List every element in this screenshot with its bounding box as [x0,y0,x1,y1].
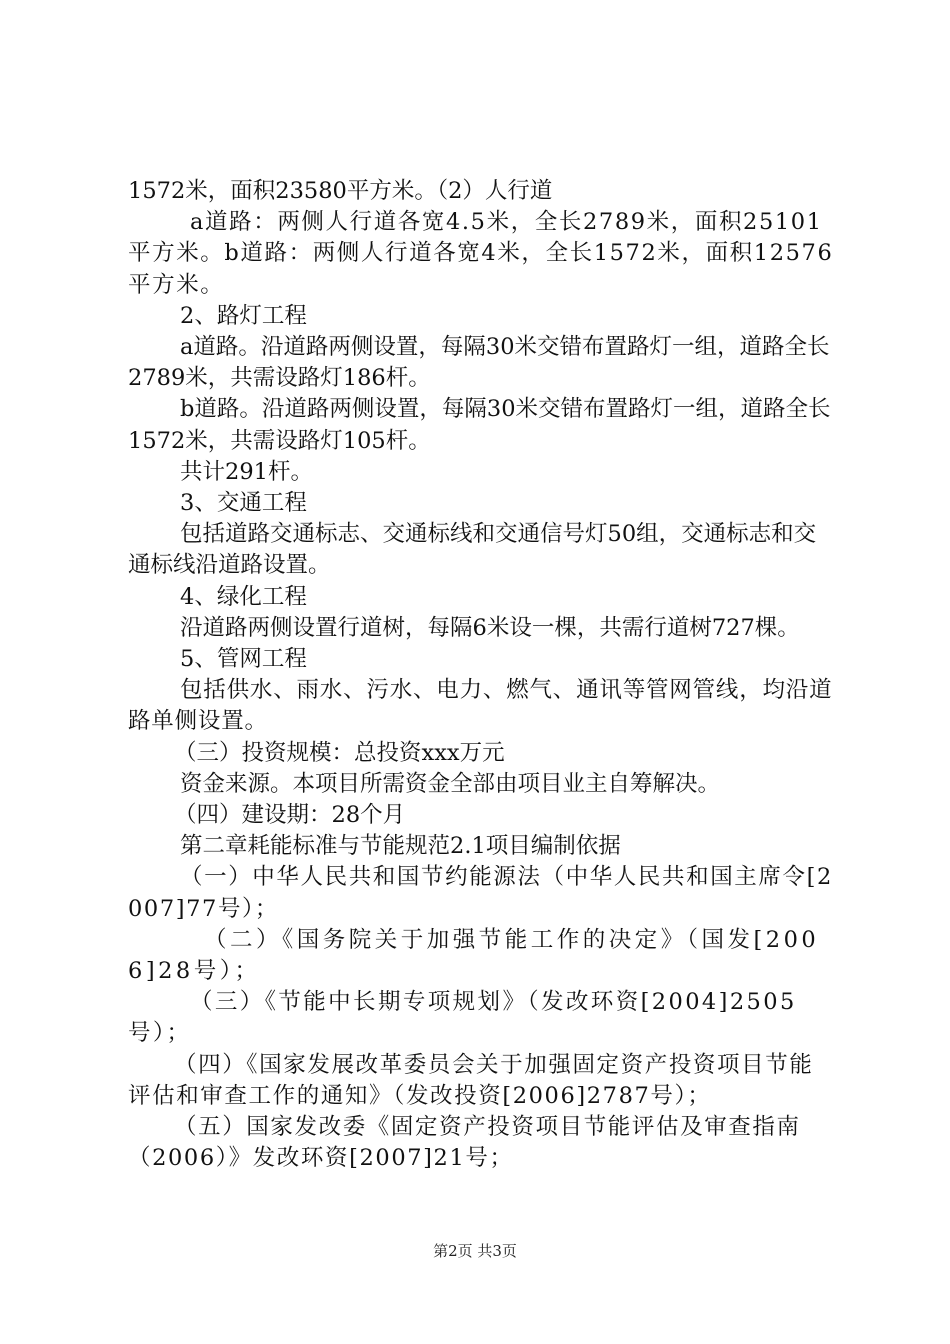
paragraph-streetlight-road-a: a道路。沿道路两侧设置，每隔30米交错布置路灯一组，道路全长2789米，共需设路灯186杆。 [128,334,830,392]
heading-construction-period: （四）建设期：28个月 [174,802,406,829]
basis-item-two: （二）《国务院关于加强节能工作的决定》（国发[2006]28号）； [128,926,820,985]
paragraph-sidewalk-details: a道路：两侧人行道各宽4.5米，全长2789米，面积25101平方米。b道路：两侧人行道各宽4米，全长1572米，面积12576平方米。 [128,209,834,298]
heading-traffic-works: 3、交通工程 [180,490,307,517]
page-footer [0,1240,950,1261]
heading-greening-works: 4、绿化工程 [180,583,307,610]
paragraph-funding-source: 资金来源。本项目所需资金全部由项目业主自筹解决。 [180,770,721,797]
paragraph-pipeline-details: 包括供水、雨水、污水、电力、燃气、通讯等管网管线，均沿道路单侧设置。 [128,677,833,735]
document-body [128,176,834,1175]
paragraph-area-continuation: 1572米，面积23580平方米。（2）人行道 [128,178,553,204]
chapter-two-heading: 第二章耗能标准与节能规范2.1项目编制依据 [180,833,621,860]
paragraph-streetlight-total: 共计291杆。 [180,458,313,485]
heading-streetlight-works: 2、路灯工程 [180,302,307,329]
paragraph-greening-details: 沿道路两侧设置行道树，每隔6米设一棵，共需行道树727棵。 [180,614,800,641]
heading-pipeline-works: 5、管网工程 [180,646,307,673]
basis-item-five: （五）国家发改委《固定资产投资项目节能评估及审查指南（2006）》发改环资[2007]21号； [128,1114,801,1172]
basis-item-one: （一）中华人民共和国节约能源法（中华人民共和国主席令[2007]77号）； [128,864,833,922]
paragraph-streetlight-road-b: b道路。沿道路两侧设置，每隔30米交错布置路灯一组，道路全长1572米，共需设路灯105杆。 [128,396,831,454]
basis-item-three: （三）《节能中长期专项规划》（发改环资[2004]2505号）； [128,989,797,1047]
paragraph-traffic-details: 包括道路交通标志、交通标线和交通信号灯50组，交通标志和交通标线沿道路设置。 [128,521,817,579]
basis-item-four: （四）《国家发展改革委员会关于加强固定资产投资项目节能评估和审查工作的通知》（发改投资[2006]2787号）； [128,1051,814,1109]
page-number-label: 第2页 共3页 [433,1242,517,1260]
heading-investment-scale: （三）投资规模：总投资xxx万元 [174,739,505,766]
